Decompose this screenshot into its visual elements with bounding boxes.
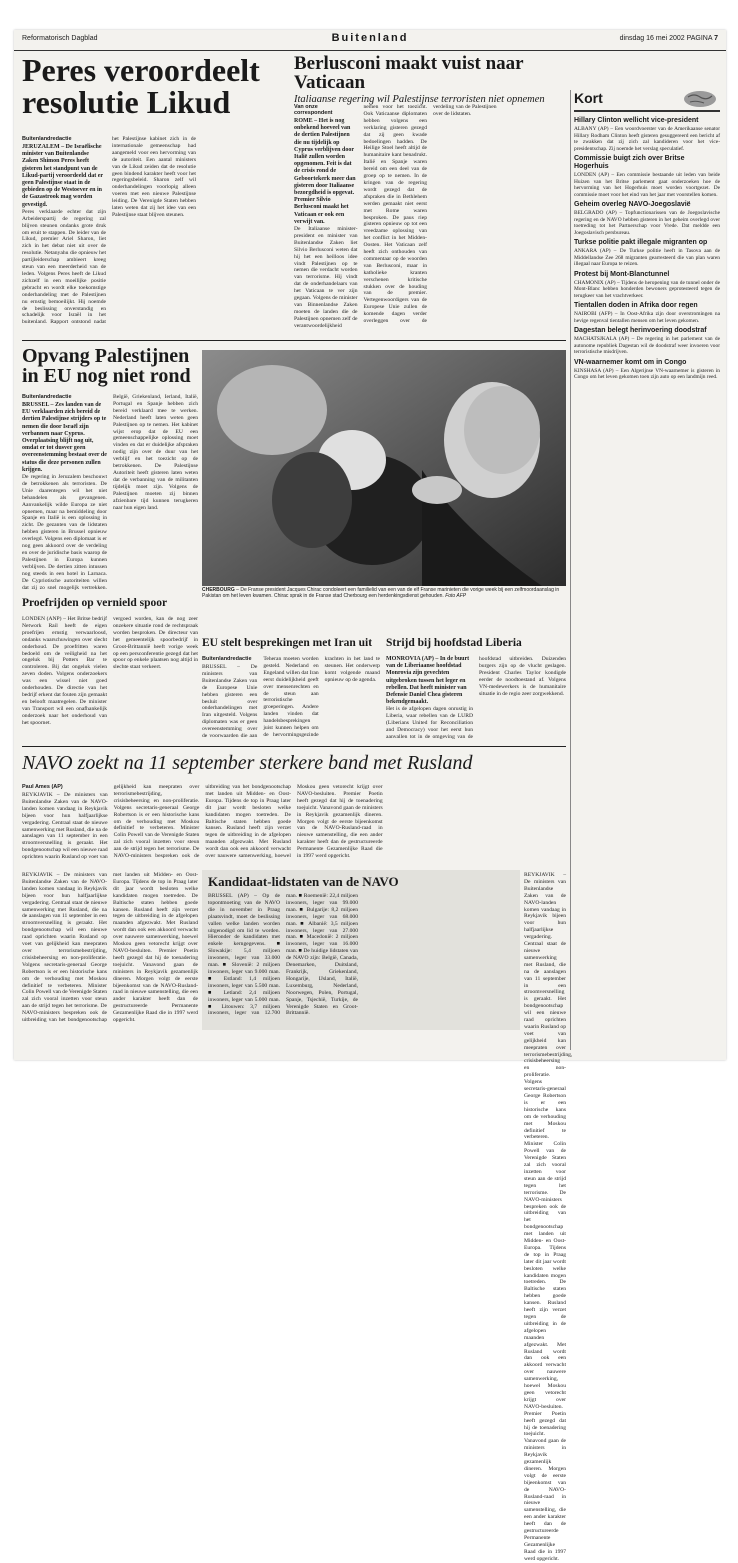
caption-place: CHERBOURG	[202, 587, 235, 593]
globe-icon	[682, 90, 718, 108]
iran-kicker: Buitenlandredactie	[202, 656, 252, 662]
divider-top	[22, 340, 566, 341]
palestijnen-title-line2: in EU nog niet rond	[22, 365, 191, 387]
page-number: 7	[714, 35, 718, 42]
liberia-headline	[386, 638, 566, 650]
newspaper-page	[14, 30, 726, 1562]
chirac-photo	[202, 350, 566, 586]
palestijnen-title-line1: Opvang Palestijnen	[22, 345, 190, 367]
navo-body-right: REYKJAVIK – De ministers van Buitenlandse Zaken van de NAVO-landen komen vandaag in Reykjavik bijeen voor hun halfjaarlijkse vergadering. Centraal staat de nieuwe samenwerking met Rusland, die na de aanslagen van 11 september in een stroomversnelling is geraakt. Het bondgenootschap wil een nieuwe raad oprichten waarin Rusland op voet van gelijkheid kan meepraten over terrorismebestrijding, crisisbeheersing en non-proliferatie. Volgens secretaris-generaal George Robertson is er een historische kans om de verhouding met Moskou definitief te verbeteren. Minister Colin Powell van de Verenigde Staten zal zich vooral inzetten voor steun aan de strijd tegen het terrorisme. De NAVO-ministers bespreken ook de uitbreiding van het bondgenootschap met landen uit Midden- en Oost-Europa. Tijdens de top in Praag later dit jaar wordt besloten welke kandidaten mogen toetreden. De Baltische staten hebben goede kansen. Rusland heeft zijn verzet tegen de uitbreiding in de afgelopen maanden afgezwakt. Met Rusland wordt dan ook een akkoord verwacht over nauwere samenwerking, hoewel Moskou geen vetorecht krijgt over NAVO-besluiten. Premier Poetin heeft gezegd dat hij de toenadering toejuicht. Vanavond gaan de ministers in Reykjavik gezamenlijk dineren. Morgen volgt de eerste bijeenkomst van de NAVO-Rusland-raad in nieuwe samenstelling, die een ander karakter heeft dan de gestructureerde Permanente Gezamenlijke Raad die in 1997 werd opgericht.	[524, 872, 573, 1562]
iran-headline	[202, 638, 380, 650]
kort-item	[574, 359, 720, 381]
liberia-title: Strijd bij hoofdstad Liberia	[386, 637, 522, 649]
berlusconi-title: Berlusconi maakt vuist naar Vaticaan	[294, 53, 524, 93]
kandidaat-title: Kandidaat-lidstaten van de NAVO	[208, 874, 399, 889]
kandidaat-box	[202, 870, 520, 1030]
berlusconi-article	[294, 104, 566, 336]
berlusconi-headline	[294, 54, 566, 105]
navo-article	[22, 784, 566, 868]
kort-item-title: Dagestan belegt herinvoering doodstraf	[574, 327, 707, 334]
photo-image	[202, 350, 566, 586]
berlusconi-subtitle: Italiaanse regering wil Palestijnse terroristen niet opnemen	[294, 94, 545, 105]
berlusconi-lead: ROME – Het is nog onbekend hoeveel van de dertien Palestijnen die nu tijdelijk op Cyprus verblijven door Italië zullen worden opgenomen. Feit is dat de crisis rond de Geboortekerk meer dan gisteren door Italiaanse bezorgdheid is opgevat. Premier Silvio Berlusconi maakt het Vaticaan er ook een verwijt van.	[294, 118, 356, 225]
kort-item	[574, 239, 720, 268]
kort-title: Kort	[574, 90, 603, 106]
kort-item	[574, 201, 720, 236]
proefrijden-body2: vergoed worden, kan de nog zeer onzekere situatie rond de rechtspraak worden besproken. De directeur van het gemeentelijk spoorbedrijf in Groot-Brittannië heeft vorige week op een persconferentie gezegd dat het spoor op enkele plaatsen nog altijd in slechte staat verkeert.	[113, 616, 198, 671]
kort-item-text: ALBANY (AP) – Een woordvoerster van de Amerikaanse senator Hillary Rodham Clinton heeft gisteren gesuggereerd een bericht af te zwakken dat zij zich zal kandideren voor het vice-presidentschap. Zij noemde het verslag speculatief.	[574, 126, 720, 152]
date: dinsdag 16 mei 2002 PAGINA	[619, 35, 713, 42]
proefrijden-body: LONDEN (ANP) – Het Britse bedrijf Network Rail heeft de eigen proefrijen ernstig verwaarloosd, ondanks waarschuwingen over slecht onderhoud. De proefritten waren bedoeld om de veiligheid na het ongeluk bij Potters Bar te controleren. Bij dat ongeluk vielen zeven doden. Volgens onderzoekers was een wissel niet goed onderhouden. De directie van het bedrijf erkent dat fouten zijn gemaakt en belooft maatregelen. De minister van Transport wil een onafhankelijk onderzoek naar het onderhoud van het spoornet.	[22, 616, 107, 726]
kort-item	[574, 155, 720, 198]
peres-article	[22, 136, 286, 334]
kort-header	[574, 90, 720, 112]
kort-item-title: Commissie buigt zich over Britse Hogerhuis	[574, 155, 685, 170]
palestijnen-kicker: Buitenlandredactie	[22, 394, 72, 400]
peres-title-line1: Peres veroordeelt	[22, 52, 260, 88]
proefrijden-title: Proefrijden op vernield spoor	[22, 597, 168, 609]
kort-column	[574, 114, 720, 1054]
kort-item-title: Hillary Clinton wellicht vice-president	[574, 117, 699, 124]
navo-body: REYKJAVIK – De ministers van Buitenlandse Zaken van de NAVO-landen komen vandaag in Reykjavik bijeen voor hun halfjaarlijkse vergadering. Centraal staat de nieuwe samenwerking met Rusland, die na de aanslagen van 11 september in een stroomversnelling is geraakt. Het bondgenootschap wil een nieuwe raad oprichten waarin Rusland op voet van gelijkheid kan meepraten over terrorismebestrijding, crisisbeheersing en non-proliferatie. Volgens secretaris-generaal George Robertson is er een historische kans om de verhouding met Moskou definitief te verbeteren. Minister Colin Powell van de Verenigde Staten zal zich vooral inzetten voor steun aan de strijd tegen het terrorisme. De NAVO-ministers bespreken ook de uitbreiding van het bondgenootschap met landen uit Midden- en Oost-Europa. Tijdens de top in Praag later dit jaar wordt besloten welke kandidaten mogen toetreden. De Baltische staten hebben goede kansen. Rusland heeft zijn verzet tegen de uitbreiding in de afgelopen maanden afgezwakt. Met Rusland wordt dan ook een akkoord verwacht over nauwere samenwerking, hoewel Moskou geen vetorecht krijgt over NAVO-besluiten. Premier Poetin heeft gezegd dat hij de toenadering toejuicht. Vanavond gaan de ministers in Reykjavik gezamenlijk dineren. Morgen volgt de eerste bijeenkomst van de NAVO-Rusland-raad in nieuwe samenstelling, die een ander karakter heeft dan de gestructureerde Permanente Gezamenlijke Raad die in 1997 werd opgericht.	[22, 784, 383, 861]
kort-item-text: LONDEN (AP) – Een commissie bestaande uit leden van beide Huizen van het Britse parlement gaat onderzoeken hoe de hervorming van het Hogerhuis moet worden voortgezet. De commissie moet voor het eind van het jaar met voorstellen komen.	[574, 172, 720, 198]
navo-kicker: Paul Ames (AP)	[22, 784, 63, 790]
section-name: Buitenland	[331, 32, 409, 44]
photo-caption	[202, 587, 566, 599]
kort-item-text: KINSHASA (AP) – Een Algerijnse VN-waarnemer is gisteren in Congo om het leven gekomen toen zijn auto op een landmijn reed.	[574, 367, 720, 380]
peres-lead: JERUZALEM – De Israëlische minister van Buitenlandse Zaken Shimon Peres heeft gisteren het standpunt van de Likud-partij veroordeeld dat er geen Palestijnse staat in de gebieden op de Westoever en in de Gazastrook mag worden gevestigd.	[22, 144, 103, 208]
kort-item-title: Geheim overleg NAVO-Joegoslavië	[574, 201, 691, 208]
berlusconi-kicker: Van onze correspondent	[294, 104, 333, 116]
palestijnen-headline	[22, 346, 198, 386]
kort-item	[574, 271, 720, 300]
peres-kicker: Buitenlandredactie	[22, 136, 72, 142]
proefrijden-headline	[22, 598, 198, 610]
kort-item-title: Protest bij Mont-Blanctunnel	[574, 270, 670, 278]
palestijnen-body: De regering in Jeruzalem beschouwt de betrokkenen als terroristen. De Unie daarentegen wil het niet behandelen als gevangenen. Aanvankelijk wilde Europa ze niet opnemen, maar na bemiddeling door Spanje en Italië is een oplossing in zicht. De gezanten van de lidstaten hebben gisteren in Brussel opnieuw overlegd. Volgens een diplomaat is er nog geen akkoord over de verdeling en over de juridische basis waarop de Palestijnen in Europa kunnen verblijven. De dertien zitten intussen nog steeds in een hotel in Larnaca. De Cypriotische autoriteiten willen dat zij zo snel mogelijk vertrekken. België, Griekenland, Ierland, Italië, Portugal en Spanje hebben zich bereid verklaard mee te werken. Nederland heeft laten weten geen Palestijnen op te nemen. Het kabinet wijst erop dat de EU een gemeenschappelijke oplossing moet vinden en dat er duidelijke afspraken nodig zijn over de duur van het verblijf en het toezicht op de betrokkenen. De Palestijnse Autoriteit heeft gisteren laten weten dat de verbanning van de militanten tijdelijk moet zijn. Volgens de Palestijnen moeten zij binnen afzienbare tijd kunnen terugkeren naar hun eigen land.	[22, 394, 198, 591]
iran-article	[202, 656, 380, 744]
kandidaat-body: BRUSSEL (AP) – Op de topontmoeting van de NAVO die in november in Praag plaatsvindt, moet de beslissing vallen welke landen worden uitgenodigd om lid te worden. Hieronder de kandidaten met enkele kerngegevens. ■ Slowakije: 5,4 miljoen inwoners, leger van 33.000 man. ■ Slovenië: 2 miljoen inwoners, leger van 9.000 man. ■ Estland: 1,4 miljoen inwoners, leger van 5.500 man. ■ Letland: 2,4 miljoen inwoners, leger van 5.000 man. ■ Litouwen: 3,7 miljoen inwoners, leger van 12.700 man. ■ Roemenië: 22,4 miljoen inwoners, leger van 99.000 man. ■ Bulgarije: 8,2 miljoen inwoners, leger van 68.000 man. ■ Albanië: 3,5 miljoen inwoners, leger van 27.000 man. ■ Macedonië: 2 miljoen inwoners, leger van 16.000 man. ■ De huidige lidstaten van de NAVO zijn: België, Canada, Denemarken, Duitsland, Frankrijk, Griekenland, Hongarije, IJsland, Italië, Luxemburg, Nederland, Noorwegen, Polen, Portugal, Spanje, Tsjechië, Turkije, de Verenigde Staten en Groot-Brittannië.	[208, 893, 358, 1017]
navo-continued	[22, 872, 198, 1032]
caption-text: – De Franse president Jacques Chirac condoleert een familielid van een van de elf Franse marinieten die vorige week bij een zelfmoordaanslag in Pakistan om het leven kwamen. Chirac sprak in de Franse stad Cherbourg een herdenkingsdienst gehouden.	[202, 587, 560, 599]
navo-title: NAVO zoekt na 11 september sterkere band met Rusland	[22, 752, 473, 774]
iran-title: EU stelt besprekingen met Iran uit	[202, 637, 373, 649]
proefrijden-article	[22, 616, 198, 736]
divider-bottom	[22, 746, 566, 747]
date-line	[620, 35, 718, 42]
kort-item	[574, 117, 720, 152]
kort-item-title: VN-waarnemer komt om in Congo	[574, 358, 687, 366]
kort-item	[574, 302, 720, 324]
berlusconi-body: De Italiaanse minister-president en minister van Buitenlandse Zaken liet Silvio Berlusconi weten dat hij het een heilloos idee vindt Palestijnen op te nemen die verdacht worden van terrorisme. Hij vindt dat de onderhandelaars van het Vaticaan te ver zijn gegaan. Volgens de minister van Binnenlandse Zaken moeten de landen die de Palestijnen opnemen zelf de verantwoordelijkheid nemen voor het toezicht. Ook Vaticaanse diplomaten hebben volgens een verklaring gisteren gezegd dat zij geen kwade bedoelingen hadden. De Heilige Stoel heeft altijd de humanitaire kant benadrukt. Italië en Spanje waren bereid om een deel van de groep op te nemen. In de kringen van de regering wordt gezegd dat de afspraken die in Bethlehem werden gemaakt niet eerst met Rome waren besproken. De paus riep gisteren opnieuw op tot een vreedzame oplossing van het conflict in het Midden-Oosten. Het Vaticaan zelf heeft zich onthouden van commentaar op de woorden van Berlusconi, maar in katholieke kranten verschenen kritische stukken over de houding van de premier. Vertegenwoordigers van de Europese Unie zullen de komende dagen verder overleggen over de verdeling van de Palestijnen over de lidstaten.	[294, 104, 497, 329]
kort-item-text: NAIROBI (AFP) – In Oost-Afrika zijn door overstromingen na hevige regenval tientallen mensen om het leven gekomen.	[574, 311, 720, 324]
photo-credit: Foto AFP	[445, 593, 467, 599]
kort-item	[574, 327, 720, 356]
navo-body-continued: REYKJAVIK – De ministers van Buitenlandse Zaken van de NAVO-landen komen vandaag in Reykjavik bijeen voor hun halfjaarlijkse vergadering. Centraal staat de nieuwe samenwerking met Rusland, die na de aanslagen van 11 september in een stroomversnelling is geraakt. Het bondgenootschap wil een nieuwe raad oprichten waarin Rusland op voet van gelijkheid kan meepraten over terrorismebestrijding, crisisbeheersing en non-proliferatie. Volgens secretaris-generaal George Robertson is er een historische kans om de verhouding met Moskou definitief te verbeteren. Minister Colin Powell van de Verenigde Staten zal zich vooral inzetten voor steun aan de strijd tegen het terrorisme. De NAVO-ministers bespreken ook de uitbreiding van het bondgenootschap met landen uit Midden- en Oost-Europa. Tijdens de top in Praag later dit jaar wordt besloten welke kandidaten mogen toetreden. De Baltische staten hebben goede kansen. Rusland heeft zijn verzet tegen de uitbreiding in de afgelopen maanden afgezwakt. Met Rusland wordt dan ook een akkoord verwacht over nauwere samenwerking, hoewel Moskou geen vetorecht krijgt over NAVO-besluiten. Premier Poetin heeft gezegd dat hij de toenadering toejuicht. Vanavond gaan de ministers in Reykjavik gezamenlijk dineren. Morgen volgt de eerste bijeenkomst van de NAVO-Rusland-raad in nieuwe samenstelling, die een ander karakter heeft dan de gestructureerde Permanente Gezamenlijke Raad die in 1997 werd opgericht.	[22, 872, 198, 1024]
palestijnen-lead: BRUSSEL – Zes landen van de EU verklaarden zich bereid de dertien Palestijnse strijders op te nemen die door Israël zijn verbannen naar Cyprus. Overplaatsing blijft nog uit, omdat er tot dusver geen overeenstemming bestaat over de status die deze personen zullen krijgen.	[22, 402, 107, 473]
liberia-lead: MONROVIA (AP) – In de buurt van de Liberiaanse hoofdstad Monrovia zijn gevechten uitgebroken tussen het leger en rebellen. Dat heeft minister van Defensie Daniel Chea gisteren bekendgemaakt.	[386, 656, 470, 706]
liberia-article	[386, 656, 566, 744]
navo-continued-right	[524, 872, 573, 1562]
peres-headline	[22, 54, 286, 134]
kort-item-title: Tientallen doden in Afrika door regen	[574, 302, 698, 309]
kort-item-text: BELGRADO (AP) – Topfunctionarissen van de Joegoslavische regering en de NAVO hebben gisteren in het geheim overlegd over toetreding tot het Partnerschap voor Vrede. Dat meldde een Joegoslavisch persbureau.	[574, 210, 720, 236]
paper-name: Reformatorisch Dagblad	[22, 35, 98, 42]
navo-headline	[22, 752, 566, 774]
kort-item-text: CHAMONIX (AP) – Tijdens de heropening van de tunnel onder de Mont-Blanc hebben honderden bewoners geprotesteerd tegen de terugkeer van het vrachtverkeer.	[574, 279, 720, 299]
sidebar-divider	[570, 90, 571, 1050]
peres-body: Peres verklaarde echter dat zijn Arbeiderspartij de regering zal blijven steunen ondanks grote druk om eruit te stappen. De leider van de Likud, premier Ariel Sharon, liet zich in het debat niet uit over de resolutie. Netanyahu die opnieuw het partijleiderschap ambieert kreeg steun van een meerderheid van de leden. Volgens Peres heeft de Likud zichzelf in een moeilijke positie gebracht en wordt elke toekomstige onderhandeling met de Palestijnen nu ernstig bemoeilijkt. Hij noemde de beslissing onverstandig en schadelijk voor Israël in het buitenland. Rapport ontstond nadat het Palestijnse kabinet zich in de internationale gemeenschap had aangemeld voor een hervorming van de autoriteit. Een aantal ministers van de Likud zeiden dat de resolutie geen bindend karakter heeft voor het regeringsbeleid. Sharon zelf wil onderhandelingen voorlopig alleen voeren met een nieuwe Palestijnse leiding. De Verenigde Staten hebben laten weten dat zij het idee van een Palestijnse staat blijven steunen.	[22, 136, 196, 326]
masthead	[14, 30, 726, 51]
kort-item-text: MACHATSJKALA (AP) – De regering in het parlement van de autonome republiek Dagestan wil de doodstraf weer invoeren voor terroristische misdrijven.	[574, 336, 720, 355]
peres-title-line2: resolutie Likud	[22, 84, 231, 120]
liberia-body: Het is de afgelopen dagen onrustig in Liberia, waar rebellen van de LURD (Liberians United for Reconciliation and Democracy) voor het eerst hun aanvallen tot in de omgeving van de hoofdstad uitbreiden. Duizenden burgers zijn op de vlucht geslagen. President Charles Taylor kondigde eerder de noodtoestand af. Volgens VN-medewerkers is de humanitaire situatie in de regio zeer zorgwekkend.	[386, 656, 566, 741]
kort-item-text: ANKARA (AP) – De Turkse politie heeft in Tasova aan de Middellandse Zee 268 migranten gearresteerd die van plan waren illegaal naar Europa te reizen.	[574, 248, 720, 267]
iran-body: BRUSSEL – De ministers van Buitenlandse Zaken van de Europese Unie hebben gisteren een besluit over onderhandelingen met Iran uitgesteld. Volgens diplomaten was er geen overeenstemming over de voorwaarden die aan Teheran moeten worden gesteld. Nederland en Engeland willen dat Iran eerst duidelijkheid geeft over mensenrechten en de steun aan terroristische groeperingen. Andere landen vinden dat handelsbesprekingen juist kunnen helpen om de hervormingsgezinde krachten in het land te steunen. Het onderwerp komt volgende maand opnieuw op de agenda.	[202, 656, 380, 740]
palestijnen-article	[22, 394, 198, 594]
kort-item-title: Turkse politie pakt illegale migranten op	[574, 239, 708, 246]
